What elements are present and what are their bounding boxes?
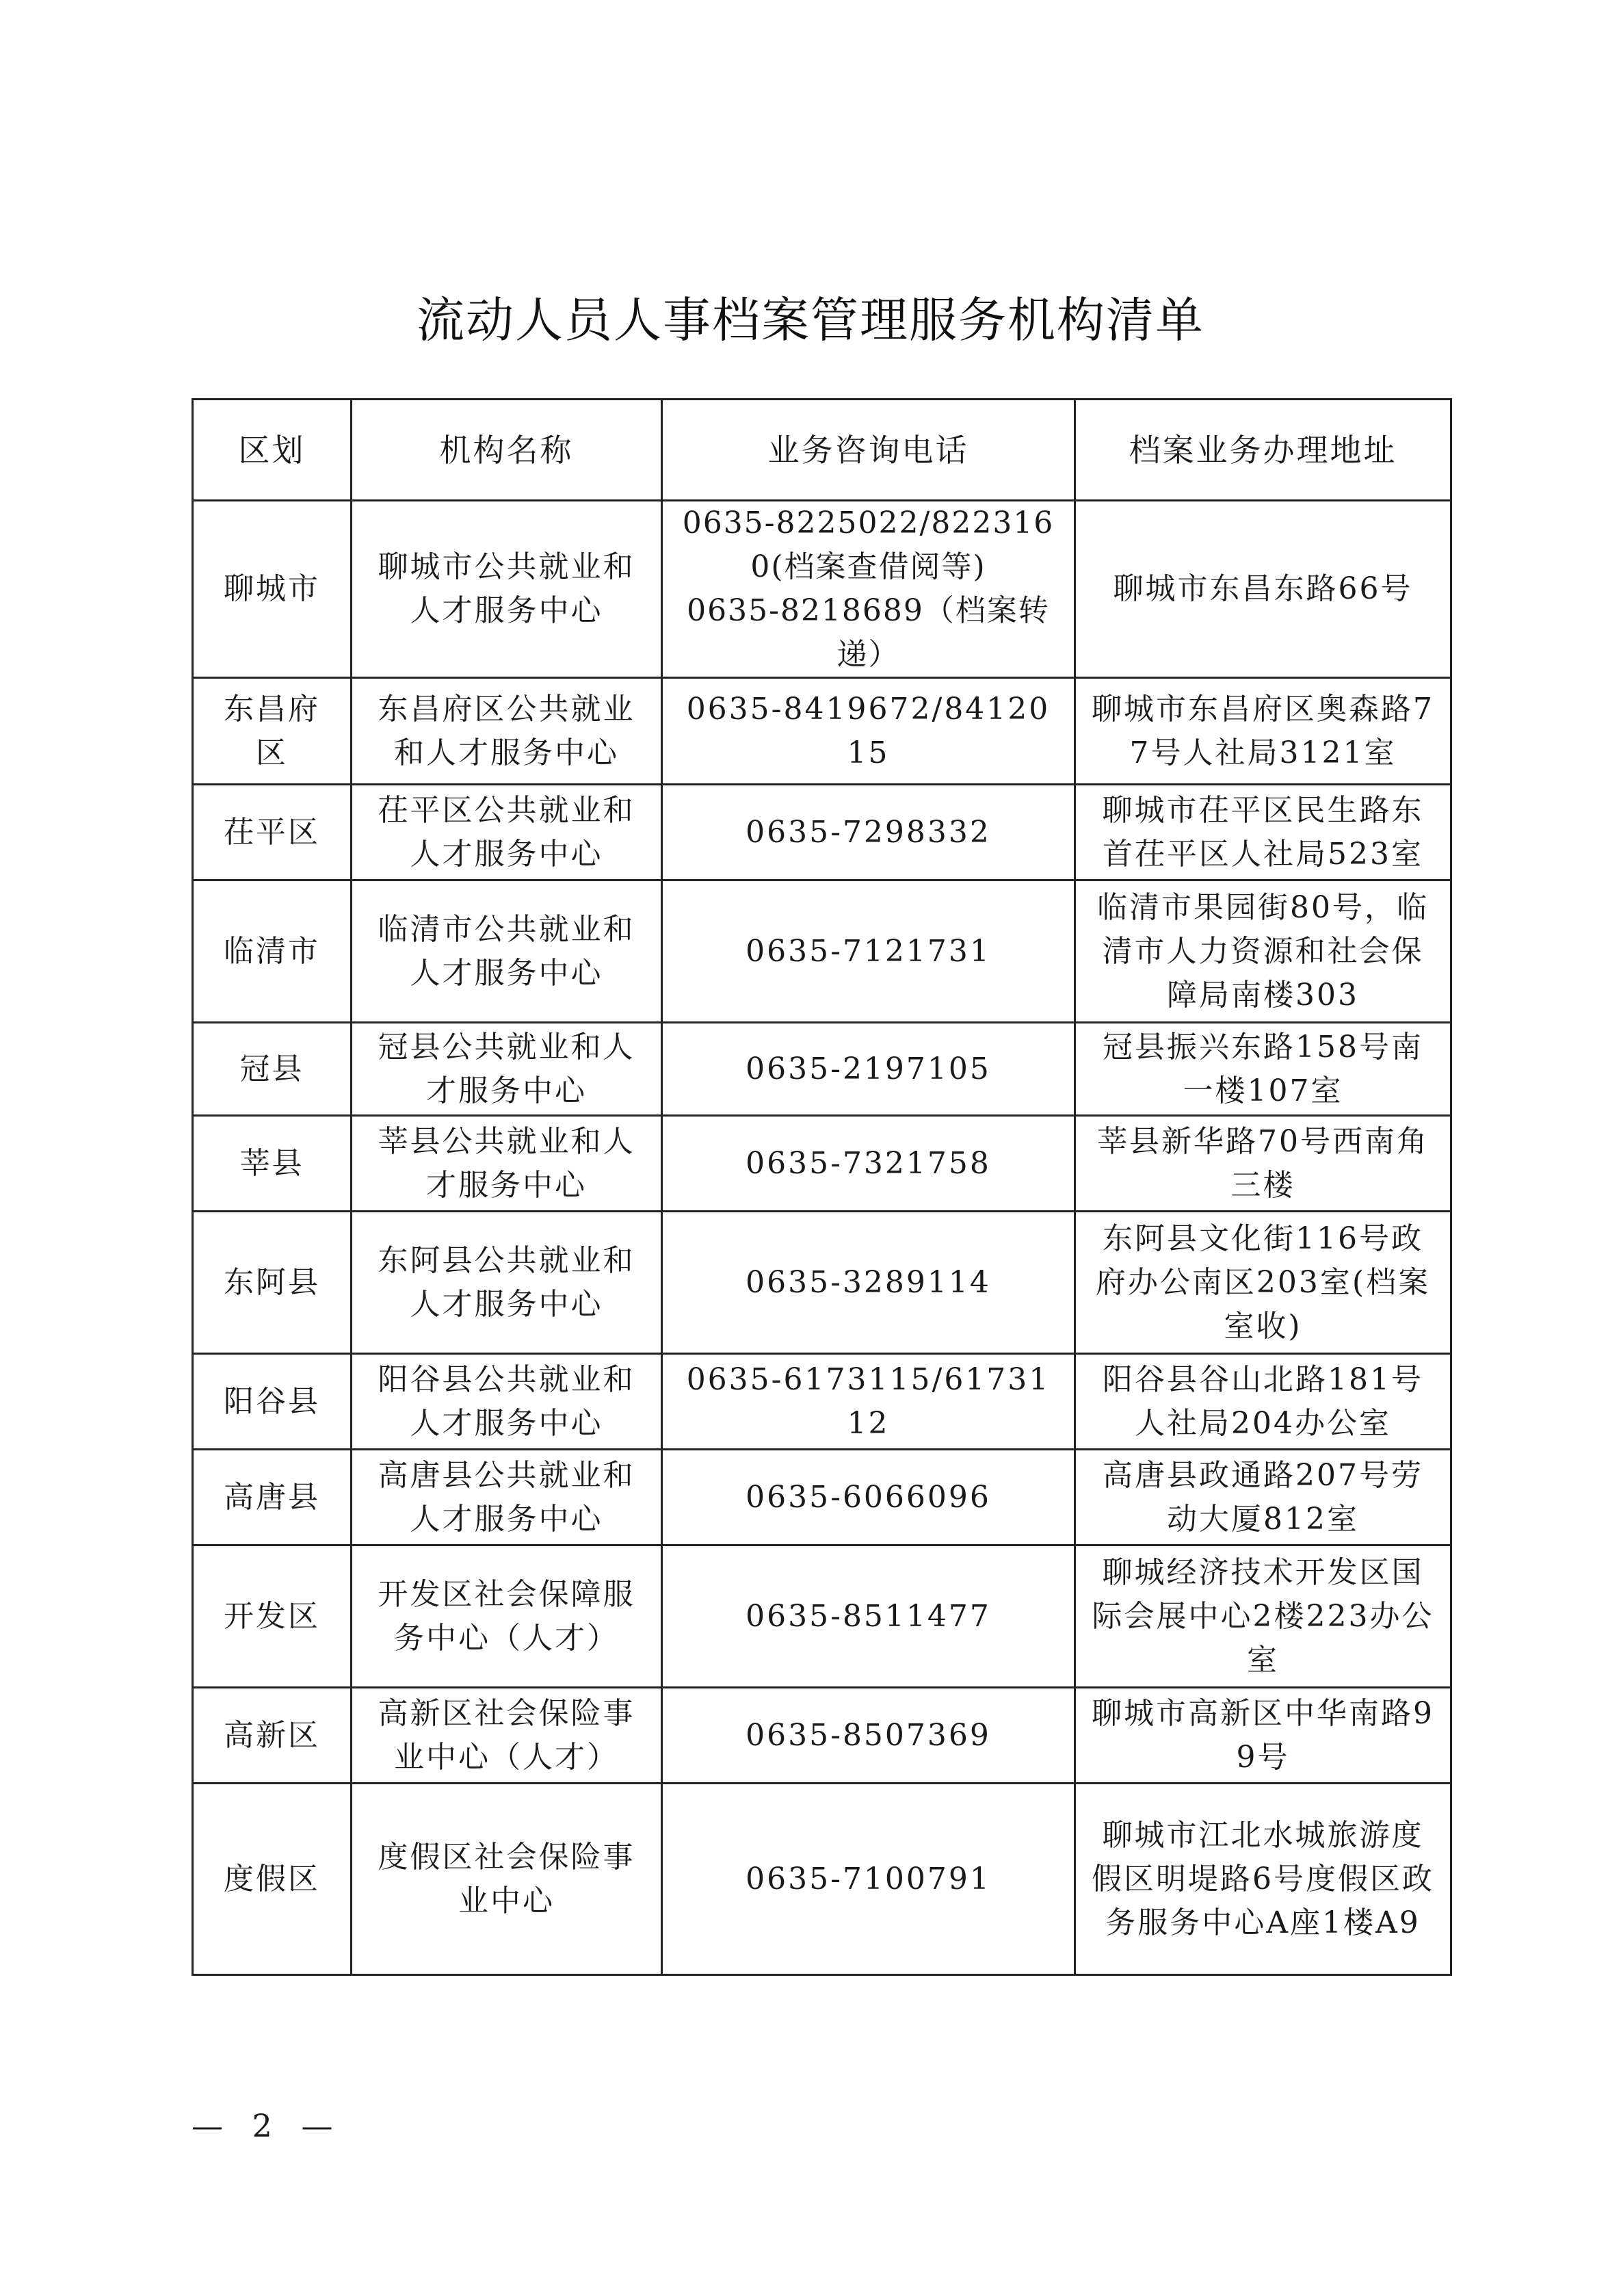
table-row [193,678,1451,785]
archive-agency-table [192,398,1452,1976]
table-row [193,880,1451,1023]
table-row [193,1545,1451,1688]
phone-cell: 0635-7298332 [662,785,1075,880]
district-cell: 东昌府区 [193,678,352,785]
org-name-cell: 东阿县公共就业和人才服务中心 [352,1212,662,1354]
address-cell: 高唐县政通路207号劳动大厦812室 [1075,1450,1451,1545]
district-cell: 阳谷县 [193,1354,352,1450]
header-address: 档案业务办理地址 [1075,400,1451,501]
phone-cell: 0635-8511477 [662,1545,1075,1688]
address-cell: 聊城市茌平区民生路东首茌平区人社局523室 [1075,785,1451,880]
org-name-cell: 阳谷县公共就业和人才服务中心 [352,1354,662,1450]
page-number: — 2 — [192,2107,343,2144]
header-org-name: 机构名称 [352,400,662,501]
header-phone: 业务咨询电话 [662,400,1075,501]
phone-cell: 0635-7100791 [662,1784,1075,1975]
district-cell: 聊城市 [193,501,352,678]
address-cell: 冠县振兴东路158号南一楼107室 [1075,1023,1451,1116]
district-cell: 临清市 [193,880,352,1023]
phone-cell: 0635-6066096 [662,1450,1075,1545]
phone-cell: 0635-8419672/8412015 [662,678,1075,785]
address-cell: 东阿县文化街116号政府办公南区203室(档案室收) [1075,1212,1451,1354]
district-cell: 度假区 [193,1784,352,1975]
district-cell: 东阿县 [193,1212,352,1354]
page-title: 流动人员人事档案管理服务机构清单 [417,292,1204,348]
table-row [193,1688,1451,1784]
phone-cell: 0635-2197105 [662,1023,1075,1116]
table-header-row [193,400,1451,501]
district-cell: 冠县 [193,1023,352,1116]
table-row [193,785,1451,880]
table-row [193,1212,1451,1354]
district-cell: 莘县 [193,1116,352,1212]
phone-cell: 0635-6173115/6173112 [662,1354,1075,1450]
phone-cell: 0635-8225022/8223160(档案查借阅等) 0635-8218689（档案转递） [662,501,1075,678]
org-name-cell: 茌平区公共就业和人才服务中心 [352,785,662,880]
header-district: 区划 [193,400,352,501]
address-cell: 临清市果园街80号，临清市人力资源和社会保障局南楼303 [1075,880,1451,1023]
org-name-cell: 度假区社会保险事业中心 [352,1784,662,1975]
table-row [193,1450,1451,1545]
address-cell: 莘县新华路70号西南角三楼 [1075,1116,1451,1212]
table-body [193,501,1451,1975]
table-row [193,1784,1451,1975]
table-row [193,1116,1451,1212]
org-name-cell: 东昌府区公共就业和人才服务中心 [352,678,662,785]
phone-cell: 0635-7121731 [662,880,1075,1023]
address-cell: 聊城市东昌东路66号 [1075,501,1451,678]
phone-cell: 0635-3289114 [662,1212,1075,1354]
district-cell: 茌平区 [193,785,352,880]
district-cell: 高新区 [193,1688,352,1784]
address-cell: 聊城市江北水城旅游度假区明堤路6号度假区政务服务中心A座1楼A9 [1075,1784,1451,1975]
org-name-cell: 聊城市公共就业和人才服务中心 [352,501,662,678]
address-cell: 聊城经济技术开发区国际会展中心2楼223办公室 [1075,1545,1451,1688]
org-name-cell: 临清市公共就业和人才服务中心 [352,880,662,1023]
org-name-cell: 开发区社会保障服务中心（人才） [352,1545,662,1688]
table-row [193,1354,1451,1450]
address-cell: 聊城市东昌府区奥森路77号人社局3121室 [1075,678,1451,785]
phone-cell: 0635-8507369 [662,1688,1075,1784]
district-cell: 开发区 [193,1545,352,1688]
org-name-cell: 高新区社会保险事业中心（人才） [352,1688,662,1784]
org-name-cell: 冠县公共就业和人才服务中心 [352,1023,662,1116]
address-cell: 阳谷县谷山北路181号人社局204办公室 [1075,1354,1451,1450]
table-row [193,501,1451,678]
address-cell: 聊城市高新区中华南路99号 [1075,1688,1451,1784]
table-row [193,1023,1451,1116]
org-name-cell: 高唐县公共就业和人才服务中心 [352,1450,662,1545]
phone-cell: 0635-7321758 [662,1116,1075,1212]
district-cell: 高唐县 [193,1450,352,1545]
org-name-cell: 莘县公共就业和人才服务中心 [352,1116,662,1212]
